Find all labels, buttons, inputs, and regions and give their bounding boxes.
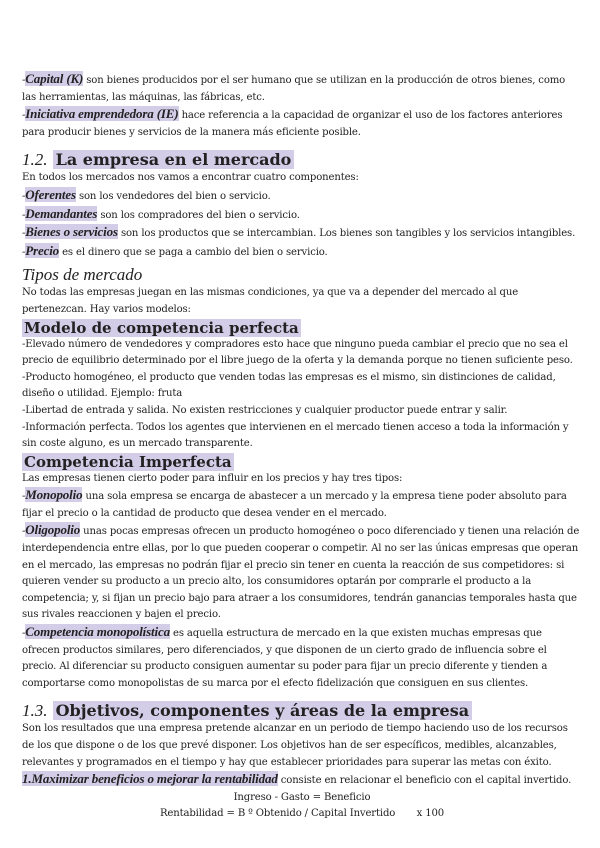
competencia-imperfecta-lead: Las empresas tienen cierto poder para influir en los precios y hay tres tipos: <box>22 472 403 484</box>
list-item: -Información perfecta. Todos los agentes que intervienen en el mercado tienen acceso a toda la información y sin coste alguno, es un mercado transparente. <box>22 421 569 450</box>
list-item: -Oligopolio unas pocas empresas ofrecen un producto homogéneo o poco diferenciado y tienen una relación de interdependencia entre ellas, por lo que pueden cooperar o competir. Al no ser las únicas empresas que operan en el mercado, las empresas no podrán fijar el precio sin tener en cuenta la reacción de sus competidores: si quieren vender su producto a un precio alto, los consumidores optarán por comprarle el producto a la competencia; y, si fijan un precio bajo para atraer a los consumidores, tendrán ganancias temporales hasta que sus rivales reaccionen y bajen el precio. <box>22 522 580 621</box>
list-item: -Precio es el dinero que se paga a cambio del bien o servicio. <box>22 242 328 258</box>
list-item: -Libertad de entrada y salida. No existen restricciones y cualquier productor puede entrar y salir. <box>22 404 508 416</box>
list-item-text: son los compradores del bien o servicio. <box>97 209 300 221</box>
list-item: -Elevado número de vendedores y compradores esto hace que ninguno pueda cambiar el precio que no sea el precio de equilibrio determinado por el libre juego de la oferta y la demanda porque no tienen suficiente peso. <box>22 338 573 367</box>
list-item-text: son los productos que se intercambian. Los bienes son tangibles y los servicios intangibles. <box>117 228 576 240</box>
list-item: -Producto homogéneo, el producto que venden todas las empresas es el mismo, sin distinciones de calidad, diseño o utilidad. Ejemplo: fruta <box>22 371 556 400</box>
list-item: -Bienes o servicios son los productos que se intercambian. Los bienes son tangibles y los servicios intangibles. <box>22 224 576 240</box>
section-1-3-lead: Son los resultados que una empresa pretende alcanzar en un periodo de tiempo haciendo uso de los recursos de los que dispone o de los que prevé disponer. Los objetivos han de ser específicos, medibles, alcanzables, relevantes y programados en el tiempo y hay que establecer prioridades para superar las metas con éxito. <box>22 723 568 768</box>
competencia-imperfecta-heading <box>22 453 582 471</box>
tipos-lead: No todas las empresas juegan en las mismas condiciones, ya que va a depender del mercado al que pertenezcan. Hay varios modelos: <box>22 287 519 315</box>
section-1-2-heading <box>22 149 582 170</box>
formula-rentabilidad: Rentabilidad = B º Obtenido / Capital Invertido x 100 <box>159 808 445 820</box>
capital-paragraph: -Capital (K) son bienes producidos por el ser humano que se utilizan en la producción de otros bienes, como las herramientas, las máquinas, las fábricas, etc. <box>22 71 566 103</box>
list-item-term: Oferentes <box>25 186 76 202</box>
objective-paragraph <box>22 771 582 790</box>
competencia-imperfecta-title: Competencia Imperfecta <box>24 452 232 471</box>
list-item-text: es el dinero que se paga a cambio del bien o servicio. <box>59 246 328 258</box>
list-item: -Monopolio una sola empresa se encarga de abastecer a un mercado y la empresa tiene poder absoluto para fijar el precio o la cantidad de producto que desea vender en el mercado. <box>22 487 567 519</box>
list-item-text: una sola empresa se encarga de abastecer a un mercado y la empresa tiene poder absoluto para fijar el precio o la cantidad de producto que desea vender en el mercado. <box>22 491 567 519</box>
section-1-3-number: 1.3. <box>22 701 48 721</box>
list-item: -Oferentes son los vendedores del bien o servicio. <box>22 186 271 202</box>
section-1-2-title: La empresa en el mercado <box>53 150 295 169</box>
iniciativa-paragraph: -Iniciativa emprendedora (IE) hace referencia a la capacidad de organizar el uso de los factores anteriores para producir bienes y servicios de la manera más eficiente posible. <box>22 106 563 138</box>
section-1-3-title: Objetivos, componentes y áreas de la empresa <box>53 701 473 720</box>
iniciativa-term: Iniciativa emprendedora (IE) <box>25 106 179 122</box>
list-item-term: Demandantes <box>25 205 98 221</box>
list-item-text: es aquella estructura de mercado en la que existen muchas empresas que ofrecen productos similares, pero diferenciados, y que disponen de un cierto grado de influencia sobre el precio. Al diferenciar su producto consiguen aumentar su poder para fijar un precio diferente y tienden a comportarse como monopolistas de su marca por el efecto fidelización que consiguen en sus clientes. <box>22 628 548 689</box>
list-item-text: unas pocas empresas ofrecen un producto homogéneo o poco diferenciado y tienen una relación de interdependencia entre ellas, por lo que pueden cooperar o competir. Al no ser las únicas empresas que operan en el mercado, las empresas no podrán fijar el precio sin tener en cuenta la reacción de sus competidores: si quieren vender su producto a un precio alto, los consumidores optarán por comprarle el producto a la competencia; y, si fijan un precio bajo para atraer a los consumidores, tendrán ganancias temporales hasta que sus rivales reaccionen y bajen el precio. <box>22 526 580 621</box>
objective-term: 1.Maximizar beneficios o mejorar la rentabilidad <box>22 771 278 787</box>
competencia-perfecta-title: Modelo de competencia perfecta <box>24 318 299 337</box>
list-item: -Competencia monopolística es aquella estructura de mercado en la que existen muchas empresas que ofrecen productos similares, pero diferenciados, y que disponen de un cierto grado de influencia sobre el precio. Al diferenciar su producto consiguen aumentar su poder para fijar un precio diferente y tienden a comportarse como monopolistas de su marca por el efecto fidelización que consiguen en sus clientes. <box>22 624 548 689</box>
list-item-term: Oligopolio <box>25 522 81 538</box>
competencia-perfecta-heading <box>22 319 582 337</box>
objective-text: consiste en relacionar el beneficio con el capital invertido. <box>277 775 572 787</box>
page-content <box>22 71 582 823</box>
section-1-2-number: 1.2. <box>22 150 48 170</box>
list-item-term: Monopolio <box>25 487 83 503</box>
list-item-term: Bienes o servicios <box>25 224 118 240</box>
section-1-3-heading <box>22 700 582 721</box>
capital-term: Capital (K) <box>25 71 84 86</box>
capital-text: son bienes producidos por el ser humano que se utilizan en la producción de otros bienes, como las herramientas, las máquinas, las fábricas, etc. <box>22 75 566 103</box>
iniciativa-text: hace referencia a la capacidad de organizar el uso de los factores anteriores para producir bienes y servicios de la manera más eficiente posible. <box>22 110 563 138</box>
list-item-term: Competencia monopolística <box>25 624 170 640</box>
list-item-term: Precio <box>25 242 60 258</box>
tipos-heading: Tipos de mercado <box>22 265 143 285</box>
formula-beneficio: Ingreso - Gasto = Beneficio <box>233 791 371 803</box>
list-item: -Demandantes son los compradores del bien o servicio. <box>22 205 300 221</box>
list-item-text: son los vendedores del bien o servicio. <box>75 190 271 202</box>
section-1-2-lead: En todos los mercados nos vamos a encontrar cuatro componentes: <box>22 172 359 184</box>
